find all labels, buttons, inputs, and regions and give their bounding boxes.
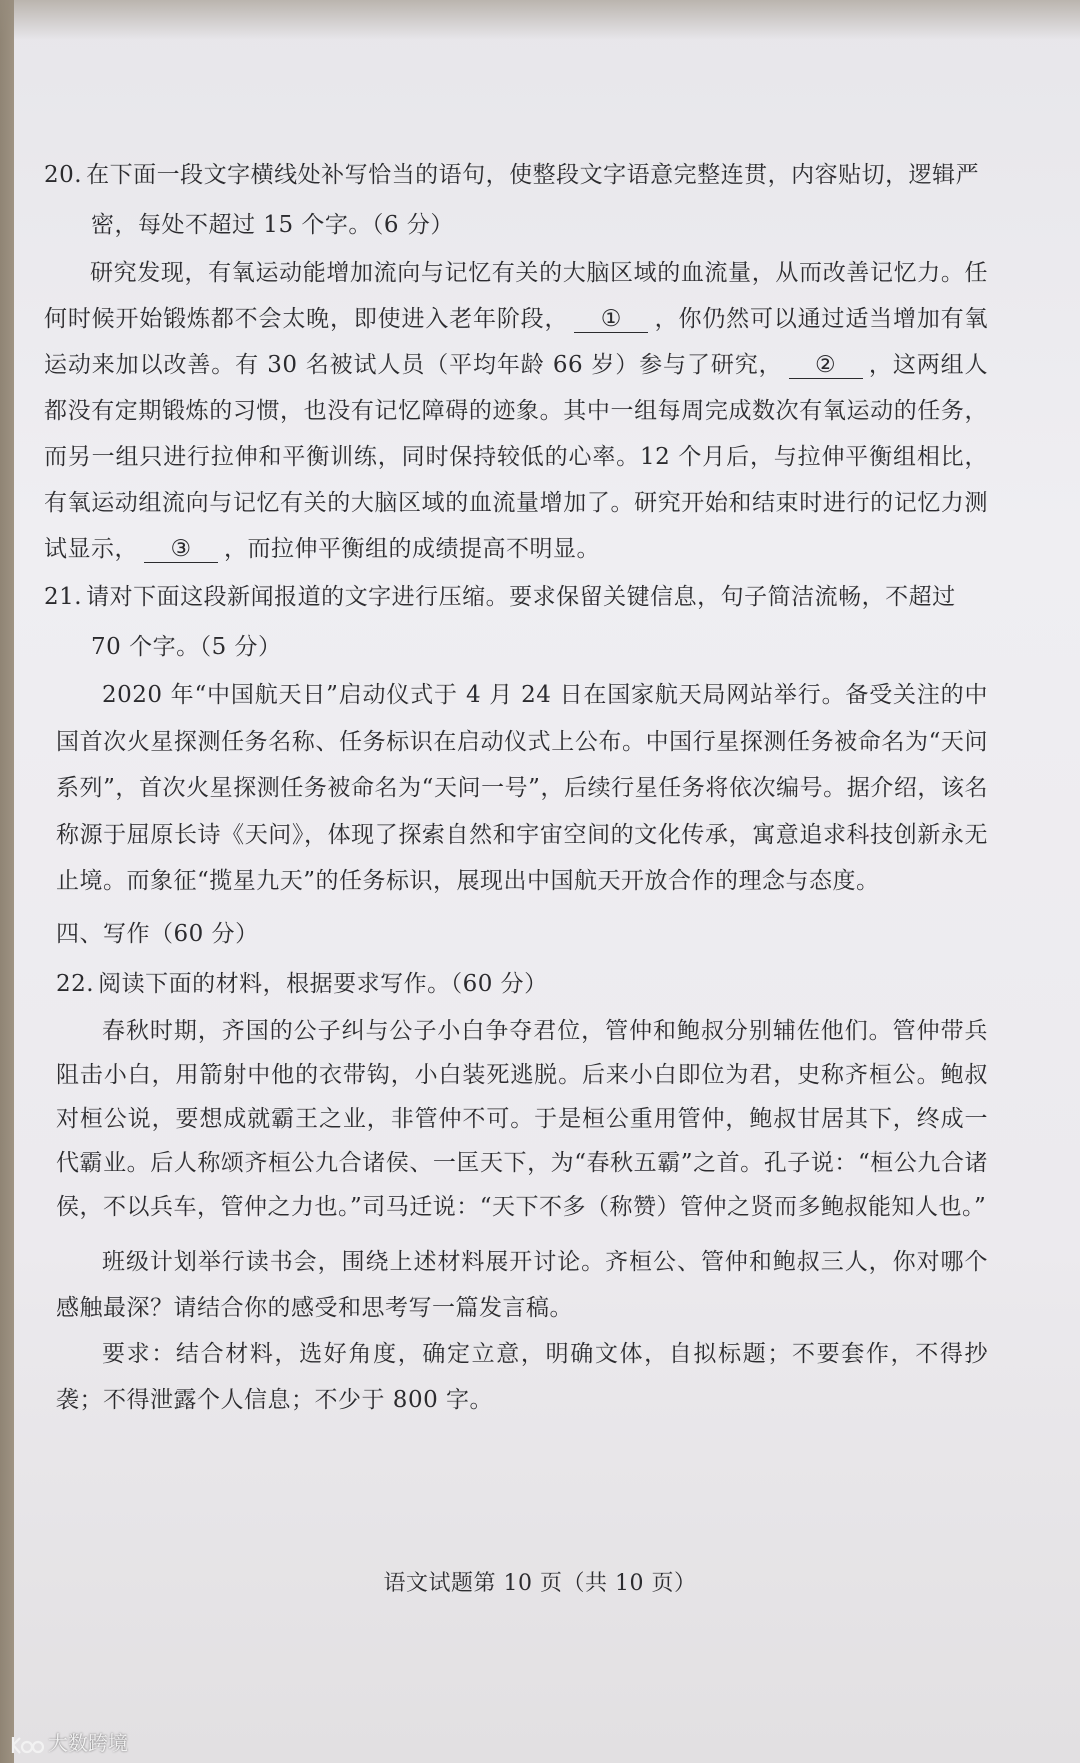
question-21-number: 21. <box>44 584 83 610</box>
passage-part-3: ，这两组人都没有定期锻炼的习惯，也没有记忆障碍的迹象。其中一组每周完成数次有氧运动的任务，而另一组只进行拉伸和平衡训练，同时保持较低的心率。12 个月后，与拉伸平衡组相比，有氧运动组流向与记忆有关的大脑区域的血流量增加了。研究开始和结束时进行的记忆力测试显示， <box>44 352 989 562</box>
page-footer: 语文试题第 10 页（共 10 页） <box>383 1571 697 1596</box>
kol-logo-icon <box>10 1734 44 1756</box>
question-22-number: 22. <box>56 970 95 997</box>
blank-2: ② <box>789 352 863 379</box>
question-20-number: 20. <box>44 162 83 188</box>
watermark <box>10 1727 128 1756</box>
question-22-prompt-text: 阅读下面的材料，根据要求写作。（60 分） <box>98 970 548 997</box>
section-4-title: 四、写作（60 分） <box>56 920 259 947</box>
blank-1: ① <box>574 306 648 333</box>
question-21-prompt <box>44 572 988 672</box>
question-20-prompt <box>44 150 988 250</box>
question-20-passage <box>44 250 988 572</box>
question-22-task: 班级计划举行读书会，围绕上述材料展开讨论。齐桓公、管仲和鲍叔三人，你对哪个感触最深？请结合你的感受和思考写一篇发言稿。 <box>56 1248 988 1321</box>
watermark-text: 大数跨境 <box>48 1731 128 1755</box>
top-shadow <box>0 0 1080 40</box>
question-21-prompt-text: 请对下面这段新闻报道的文字进行压缩。要求保留关键信息，句子简洁流畅，不超过 70 个字。（5 分） <box>86 584 956 660</box>
page-content <box>44 150 988 1423</box>
question-22-material: 春秋时期，齐国的公子纠与公子小白争夺君位，管仲和鲍叔分别辅佐他们。管仲带兵阻击小白，用箭射中他的衣带钩，小白装死逃脱。后来小白即位为君，史称齐桓公。鲍叔对桓公说，要想成就霸王之业，非管仲不可。于是桓公重用管仲，鲍叔甘居其下，终成一代霸业。后人称颂齐桓公九合诸侯、一匡天下，为“春秋五霸”之首。孔子说：“桓公九合诸侯，不以兵车，管仲之力也。”司马迁说：“天下不多（称赞）管仲之贤而多鲍叔能知人也。” <box>56 1017 988 1220</box>
question-22-prompt <box>44 959 988 1009</box>
question-20-prompt-text: 在下面一段文字横线处补写恰当的语句，使整段文字语意完整连贯，内容贴切，逻辑严密，每处不超过 15 个字。（6 分） <box>86 162 980 238</box>
passage-part-1: 研究发现，有氧运动能增加流向与记忆有关的大脑区域的血流量，从而改善记忆力。任何时候开始锻炼都不会太晚，即使进入老年阶段， <box>44 260 988 332</box>
question-22-requirements: 要求：结合材料，选好角度，确定立意，明确文体，自拟标题；不要套作，不得抄袭；不得泄露个人信息；不少于 800 字。 <box>56 1340 988 1413</box>
blank-3: ③ <box>144 536 218 563</box>
question-21-news-text: 2020 年“中国航天日”启动仪式于 4 月 24 日在国家航天局网站举行。备受关注的中国首次火星探测任务名称、任务标识在启动仪式上公布。中国行星探测任务被命名为“天问系列”，首次火星探测任务被命名为“天问一号”，后续行星任务将依次编号。据介绍，该名称源于屈原长诗《天问》，体现了探索自然和宇宙空间的文化传承，寓意追求科技创新永无止境。而象征“揽星九天”的任务标识，展现出中国航天开放合作的理念与态度。 <box>56 682 988 894</box>
passage-part-2: ，你仍然可以通过适当增加有氧运动来加以改善。有 30 名被试人员（平均年龄 66 岁）参与了研究， <box>44 306 989 378</box>
passage-part-4: ，而拉伸平衡组的成绩提高不明显。 <box>224 536 600 562</box>
